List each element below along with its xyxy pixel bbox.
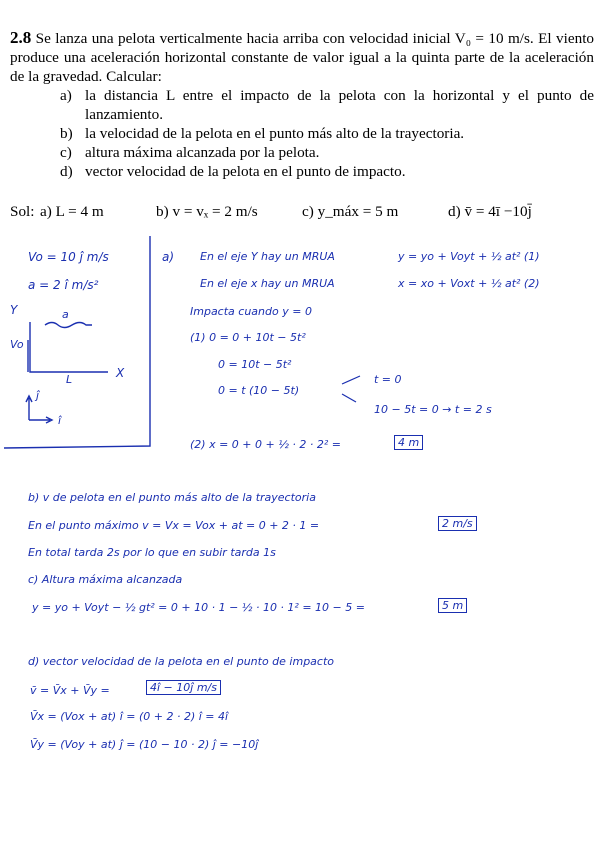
root-arrows: [342, 376, 360, 402]
part-a-label: a): [162, 250, 175, 264]
part-item: b) la velocidad de la pelota en el punto más alto de la trayectoria.: [60, 125, 465, 142]
diagram-j-label: ĵ: [36, 389, 40, 402]
axes-lines: [30, 322, 108, 372]
part-d-line1: v̄ = V̄x + V̄y =: [30, 684, 110, 697]
part-c-line: y = yo + Voyt − ½ gt² = 0 + 10 · 1 − ½ · 10 · 1² = 10 − 5 =: [32, 601, 365, 614]
part-a-step3: 0 = t (10 − 5t): [218, 384, 300, 397]
solution-a: a) L = 4 m: [40, 203, 104, 220]
solution-c: c) y_máx = 5 m: [302, 203, 399, 220]
part-a-root2: 10 − 5t = 0 → t = 2 s: [374, 403, 492, 416]
part-item: c) altura máxima alcanzada por la pelota.: [60, 144, 320, 161]
part-d-line2: V̄x = (Vox + at) î = (0 + 2 · 2) î = 4î: [30, 710, 229, 723]
diagram-i-label: î: [58, 414, 62, 427]
part-a-step4: (2) x = 0 + 0 + ½ · 2 · 2² =: [190, 438, 341, 451]
part-a-line2: En el eje x hay un MRUA: [200, 277, 335, 290]
diagram-l-label: L: [66, 373, 73, 386]
solution-label: Sol:: [10, 203, 35, 220]
part-a-line1: En el eje Y hay un MRUA: [200, 250, 335, 263]
diagram-a-label: a: [62, 308, 69, 321]
problem-text: Se lanza una pelota verticalmente hacia arriba con velocidad inicial V₀ = 10 m/s. El viento produce una aceleración horizontal constante de valor igual a la quinta parte de la aceleración de la gravedad. Calcular:: [10, 30, 595, 85]
part-d-result: 4î − 10ĵ m/s: [146, 680, 221, 695]
part-a-eq2: x = xo + Voxt + ½ at² (2): [398, 277, 540, 290]
part-a-result: 4 m: [394, 435, 423, 450]
solution-b: b) v = vₓ = 2 m/s: [156, 203, 258, 220]
part-a-eq1: y = yo + Voyt + ½ at² (1): [398, 250, 540, 263]
part-b-line: En el punto máximo v = Vx = Vox + at = 0 + 2 · 1 =: [28, 519, 320, 532]
diagram-y-label: Y: [10, 303, 18, 317]
j-unit-arrow: [26, 396, 32, 420]
part-a-step2: 0 = 10t − 5t²: [218, 358, 292, 371]
part-c-result: 5 m: [438, 598, 467, 613]
part-c-title: c) Altura máxima alcanzada: [28, 573, 183, 586]
part-a-impact: Impacta cuando y = 0: [190, 305, 312, 318]
given-a: a = 2 î m/s²: [28, 278, 99, 292]
wind-arrow: [45, 323, 92, 328]
i-unit-arrow: [29, 417, 52, 423]
solution-d: d) v̄ = 4ī −10j̄: [448, 203, 532, 220]
diagram-vo-label: Vo: [10, 338, 24, 351]
diagram-x-label: X: [116, 366, 125, 380]
problem-number: 2.8: [10, 28, 32, 47]
part-item: d) vector velocidad de la pelota en el punto de impacto.: [60, 163, 406, 180]
part-a-root1: t = 0: [374, 373, 402, 386]
part-b-title: b) v de pelota en el punto más alto de la trayectoria: [28, 491, 316, 504]
part-item: a) la distancia L entre el impacto de la pelota con la horizontal y el punto de lanzamiento.: [60, 87, 594, 123]
part-b-note: En total tarda 2s por lo que en subir tarda 1s: [28, 546, 276, 559]
part-d-line3: V̄y = (Voy + at) ĵ = (10 − 10 · 2) ĵ = −10ĵ: [30, 738, 259, 751]
diagram-frame: [4, 236, 150, 448]
part-b-result: 2 m/s: [438, 516, 477, 531]
part-d-title: d) vector velocidad de la pelota en el punto de impacto: [28, 655, 335, 668]
part-a-step1: (1) 0 = 0 + 10t − 5t²: [190, 331, 306, 344]
given-vo: Vo = 10 ĵ m/s: [28, 250, 109, 264]
